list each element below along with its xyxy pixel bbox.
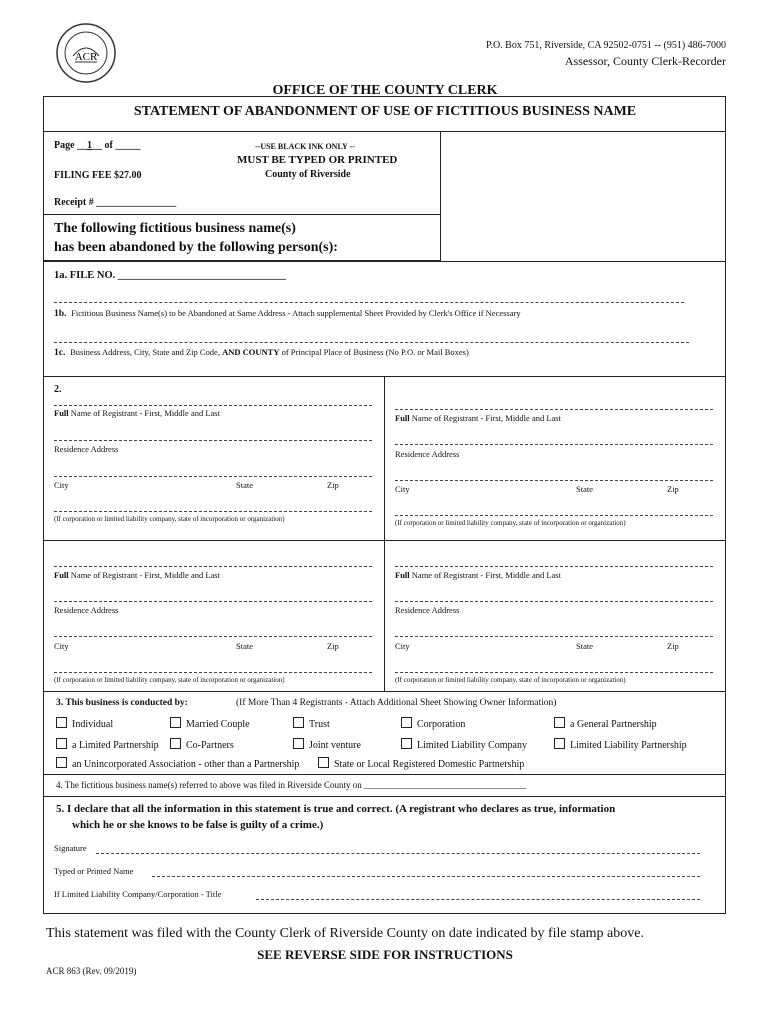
checkbox[interactable] [56,738,67,749]
title-label: If Limited Liability Company/Corporation - Title [54,889,222,899]
declaration-text-1: 5. I declare that all the information in this statement is true and correct. (A registrant who declares as true, information [56,803,616,815]
registrant-3-name-line[interactable] [54,566,372,567]
registrant-4-name-line[interactable] [395,566,713,567]
filing-fee: FILING FEE $27.00 [54,170,142,181]
option-llc[interactable]: Limited Liability Company [401,738,527,751]
form-title-office: OFFICE OF THE COUNTY CLERK [272,83,498,98]
registrant-1-state-label: State [236,480,253,490]
registrant-2-zip-label: Zip [667,484,679,494]
option-trust[interactable]: Trust [293,717,330,730]
abandon-statement-2: has been abandoned by the following person(s): [54,240,338,255]
business-address-label: 1c. Business Address, City, State and Zip Code, AND COUNTY of Principal Place of Business (No P.O. or Mail Boxes) [54,347,469,358]
divider [43,774,726,775]
section-2-number: 2. [54,384,62,395]
form-number: ACR 863 (Rev. 09/2019) [46,966,137,976]
option-co-partners[interactable]: Co-Partners [170,738,234,751]
checkbox[interactable] [293,738,304,749]
registrant-4-name-label: Full Name of Registrant - First, Middle and Last [395,570,561,580]
registrant-2-corp-label: (If corporation or limited liability company, state of incorporation or organization) [395,519,626,527]
option-joint-venture[interactable]: Joint venture [293,738,361,751]
registrant-4-residence-label: Residence Address [395,605,460,615]
divider [384,376,385,691]
registrant-2-state-label: State [576,484,593,494]
divider [43,214,441,215]
divider [43,796,726,797]
registrant-4-zip-label: Zip [667,641,679,651]
checkbox[interactable] [293,717,304,728]
registrant-2-city-label: City [395,484,410,494]
registrant-2-name-label: Full Name of Registrant - First, Middle and Last [395,413,561,423]
registrant-2-corp-line[interactable] [395,515,713,516]
option-domestic-partnership[interactable]: State or Local Registered Domestic Partnership [318,757,524,770]
typed-note: MUST BE TYPED OR PRINTED [237,154,398,166]
checkbox[interactable] [56,757,67,768]
business-name-label: 1b. Fictitious Business Name(s) to be Abandoned at Same Address - Attach supplemental Sheet Provided by Clerk's Office if Necessary [54,308,521,319]
registrant-1-residence-label: Residence Address [54,444,119,454]
registrant-4-city-line[interactable] [395,636,713,637]
county-seal-logo [55,22,117,84]
divider [43,261,726,262]
abandon-statement-1: The following fictitious business name(s) [54,221,296,236]
signature-label: Signature [54,843,87,853]
checkbox[interactable] [170,738,181,749]
registrant-1-corp-label: (If corporation or limited liability company, state of incorporation or organization) [54,515,285,523]
registrant-4-residence-line[interactable] [395,601,713,602]
registrant-4-state-label: State [576,641,593,651]
file-number-field[interactable]: 1a. FILE NO. ________________________________ [54,270,286,281]
checkbox[interactable] [554,717,565,728]
registrant-1-corp-line[interactable] [54,511,372,512]
option-general-partnership[interactable]: a General Partnership [554,717,657,730]
option-llp[interactable]: Limited Liability Partnership [554,738,687,751]
section-3-note: (If More Than 4 Registrants - Attach Additional Sheet Showing Owner Information) [236,698,557,708]
office-address: P.O. Box 751, Riverside, CA 92502-0751 -- (951) 486-7000 [486,40,726,51]
registrant-4-corp-line[interactable] [395,672,713,673]
checkbox[interactable] [401,717,412,728]
registrant-1-city-label: City [54,480,69,490]
registrant-1-zip-label: Zip [327,480,339,490]
registrant-1-name-label: Full Name of Registrant - First, Middle and Last [54,408,220,418]
office-name: Assessor, County Clerk-Recorder [564,54,726,68]
title-line[interactable] [256,899,700,900]
option-married-couple[interactable]: Married Couple [170,717,250,730]
registrant-3-zip-label: Zip [327,641,339,651]
signature-line[interactable] [96,853,700,854]
declaration-text-2: which he or she knows to be false is guilty of a crime.) [72,819,324,831]
section-3-title: 3. This business is conducted by: [56,698,188,708]
county-label: County of Riverside [265,169,351,180]
registrant-4-corp-label: (If corporation or limited liability company, state of incorporation or organization) [395,676,626,684]
registrant-3-residence-line[interactable] [54,601,372,602]
checkbox[interactable] [554,738,565,749]
svg-text:ACR: ACR [74,51,98,63]
business-address-line[interactable] [54,342,689,343]
option-corporation[interactable]: Corporation [401,717,465,730]
checkbox[interactable] [56,717,67,728]
registrant-3-name-label: Full Name of Registrant - First, Middle and Last [54,570,220,580]
divider [43,540,726,541]
registrant-3-corp-line[interactable] [54,672,372,673]
filed-statement: This statement was filed with the County Clerk of Riverside County on date indicated by file stamp above. [46,926,644,941]
registrant-1-residence-line[interactable] [54,440,372,441]
receipt-field[interactable]: Receipt # ________________ [54,197,177,208]
form-title: STATEMENT OF ABANDONMENT OF USE OF FICTITIOUS BUSINESS NAME [133,104,637,119]
option-limited-partnership[interactable]: a Limited Partnership [56,738,159,751]
checkbox[interactable] [401,738,412,749]
checkbox[interactable] [318,757,329,768]
divider [43,691,726,692]
business-name-line[interactable] [54,302,684,303]
registrant-3-city-line[interactable] [54,636,372,637]
registrant-2-residence-label: Residence Address [395,449,460,459]
registrant-4-city-label: City [395,641,410,651]
checkbox[interactable] [170,717,181,728]
registrant-3-city-label: City [54,641,69,651]
printed-name-label: Typed or Printed Name [54,866,134,876]
printed-name-line[interactable] [152,876,700,877]
page-number: Page __1__ of _____ [54,140,141,151]
option-individual[interactable]: Individual [56,717,113,730]
registrant-3-state-label: State [236,641,253,651]
registrant-2-city-line[interactable] [395,480,713,481]
registrant-1-name-line[interactable] [54,405,372,406]
registrant-2-name-line[interactable] [395,409,713,410]
registrant-3-corp-label: (If corporation or limited liability company, state of incorporation or organization) [54,676,285,684]
instructions-note: SEE REVERSE SIDE FOR INSTRUCTIONS [257,947,513,962]
prior-filing-date-field[interactable]: 4. The fictitious business name(s) referred to above was filed in Riverside County on ____________________________________ [56,780,527,790]
registrant-3-residence-label: Residence Address [54,605,119,615]
option-unincorporated-association[interactable]: an Unincorporated Association - other than a Partnership [56,757,299,770]
registrant-1-city-line[interactable] [54,476,372,477]
registrant-2-residence-line[interactable] [395,444,713,445]
black-ink-note: --USE BLACK INK ONLY -- [255,142,355,151]
